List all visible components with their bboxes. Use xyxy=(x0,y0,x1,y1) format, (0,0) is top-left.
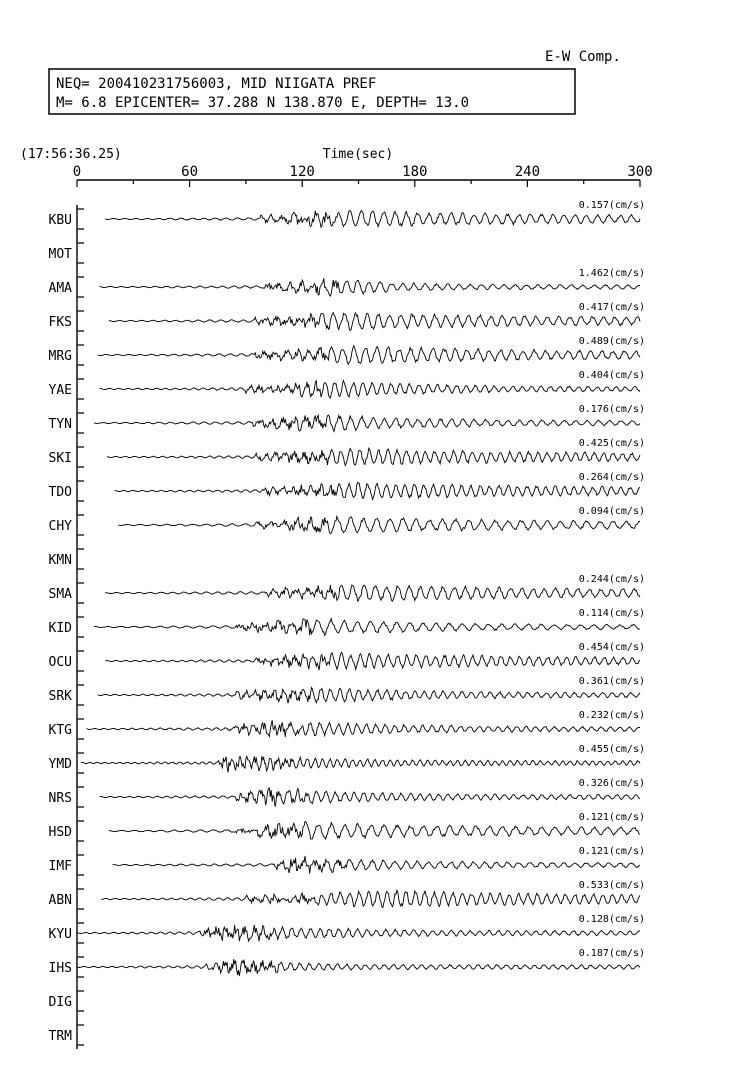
station-label: SMA xyxy=(48,587,72,602)
station-traces xyxy=(49,200,645,1049)
peak-amplitude-label: 0.455(cm/s) xyxy=(578,744,645,755)
peak-amplitude-label: 0.361(cm/s) xyxy=(578,676,645,687)
waveform-trace xyxy=(98,346,640,364)
peak-amplitude-label: 0.454(cm/s) xyxy=(578,642,645,653)
waveform-trace xyxy=(115,482,641,499)
station-label: DIG xyxy=(48,995,72,1010)
peak-amplitude-label: 0.094(cm/s) xyxy=(578,506,645,517)
waveform-trace xyxy=(77,925,640,941)
station-label: YAE xyxy=(48,383,72,398)
station-label: TDO xyxy=(48,485,72,500)
peak-amplitude-label: 0.176(cm/s) xyxy=(578,404,645,415)
station-label: SKI xyxy=(48,451,72,466)
waveform-trace xyxy=(100,788,641,807)
waveform-trace xyxy=(100,278,641,296)
peak-amplitude-label: 0.489(cm/s) xyxy=(578,336,645,347)
waveform-trace xyxy=(107,448,640,465)
waveform-trace xyxy=(77,959,640,976)
peak-amplitude-label: 0.326(cm/s) xyxy=(578,778,645,789)
peak-amplitude-label: 0.264(cm/s) xyxy=(578,472,645,483)
peak-amplitude-label: 0.121(cm/s) xyxy=(578,812,645,823)
waveform-trace xyxy=(109,821,640,839)
waveform-trace xyxy=(101,890,640,907)
waveform-trace xyxy=(105,652,640,670)
x-tick-label: 60 xyxy=(181,164,199,180)
x-axis-title: Time(sec) xyxy=(322,147,394,162)
station-label: SRK xyxy=(48,689,72,704)
event-header-line1: NEQ= 200410231756003, MID NIIGATA PREF xyxy=(56,76,377,92)
peak-amplitude-label: 0.232(cm/s) xyxy=(578,710,645,721)
station-label: HSD xyxy=(48,825,72,840)
waveform-trace xyxy=(81,756,640,772)
waveform-trace xyxy=(105,211,640,228)
peak-amplitude-label: 1.462(cm/s) xyxy=(578,268,645,279)
station-label: AMA xyxy=(48,281,72,296)
station-label: KTG xyxy=(48,723,72,738)
station-label: OCU xyxy=(48,655,72,670)
x-tick-label: 240 xyxy=(514,164,541,180)
station-label: IMF xyxy=(48,859,72,874)
waveform-trace xyxy=(118,516,640,533)
event-header-line2: M= 6.8 EPICENTER= 37.288 N 138.870 E, DEPTH= 13.0 xyxy=(56,95,470,111)
waveform-trace xyxy=(113,856,640,874)
peak-amplitude-label: 0.157(cm/s) xyxy=(578,200,645,211)
waveform-trace xyxy=(86,720,640,737)
station-label: IHS xyxy=(48,961,72,976)
component-label: E-W Comp. xyxy=(545,49,621,65)
station-label: NRS xyxy=(48,791,72,806)
station-label: MRG xyxy=(48,349,72,364)
peak-amplitude-label: 0.533(cm/s) xyxy=(578,880,645,891)
x-tick-label: 300 xyxy=(627,164,653,180)
x-tick-label: 0 xyxy=(72,164,82,180)
station-label: TYN xyxy=(48,417,72,432)
station-label: KMN xyxy=(48,553,72,568)
x-tick-label: 120 xyxy=(289,164,315,180)
peak-amplitude-label: 0.121(cm/s) xyxy=(578,846,645,857)
peak-amplitude-label: 0.244(cm/s) xyxy=(578,574,645,585)
waveform-trace xyxy=(94,619,640,636)
station-label: MOT xyxy=(48,247,72,262)
waveform-trace xyxy=(105,585,640,601)
peak-amplitude-label: 0.187(cm/s) xyxy=(578,948,645,959)
station-label: FKS xyxy=(48,315,72,330)
station-label: KBU xyxy=(48,213,72,228)
time-axis xyxy=(73,164,653,187)
start-time-label: (17:56:36.25) xyxy=(20,147,122,162)
station-label: TRM xyxy=(48,1029,72,1044)
waveform-trace xyxy=(109,313,640,331)
station-label: ABN xyxy=(48,893,72,908)
peak-amplitude-label: 0.114(cm/s) xyxy=(578,608,645,619)
peak-amplitude-label: 0.404(cm/s) xyxy=(578,370,645,381)
station-label: CHY xyxy=(48,519,72,534)
peak-amplitude-label: 0.128(cm/s) xyxy=(578,914,645,925)
station-label: KYU xyxy=(48,927,72,942)
peak-amplitude-label: 0.425(cm/s) xyxy=(578,438,645,449)
x-tick-label: 180 xyxy=(402,164,428,180)
station-label: KID xyxy=(48,621,72,636)
waveform-trace xyxy=(100,381,641,398)
waveform-trace xyxy=(98,688,640,704)
peak-amplitude-label: 0.417(cm/s) xyxy=(578,302,645,313)
waveform-trace xyxy=(94,415,640,431)
station-label: YMD xyxy=(48,757,72,772)
